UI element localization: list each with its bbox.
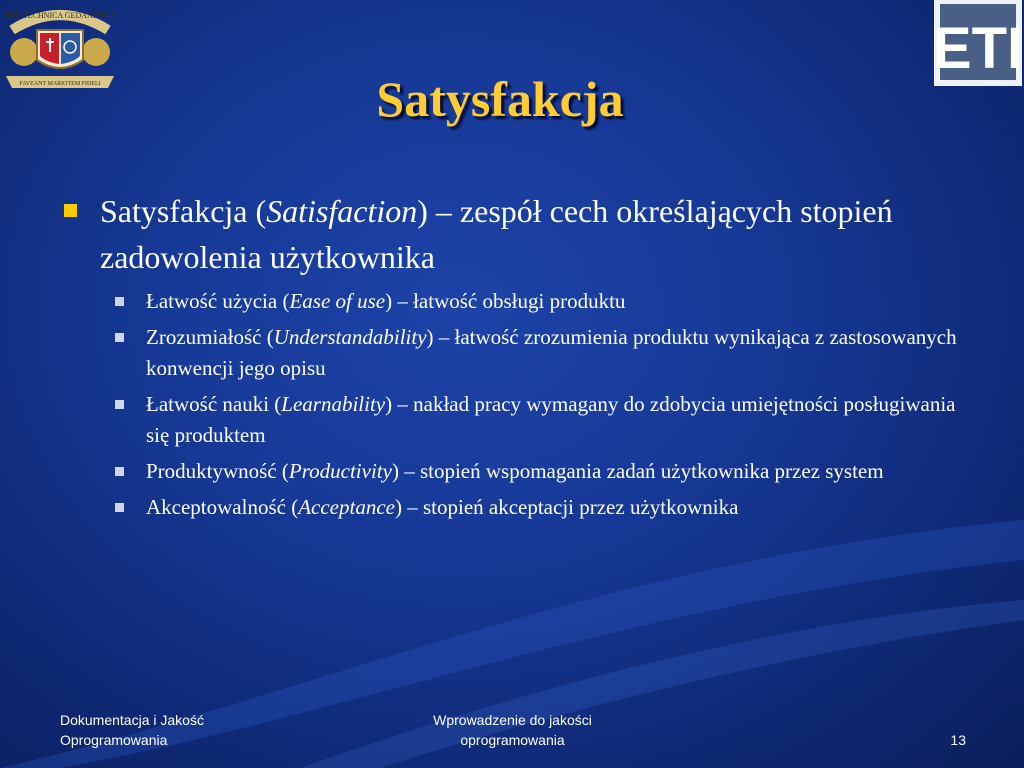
sub-item-suffix: ) – łatwość zrozumienia produktu wynikająca z zastosowanych konwencji jego opisu — [146, 325, 957, 380]
sub-item-prefix: Łatwość nauki ( — [146, 392, 282, 416]
sub-item-prefix: Zrozumiałość ( — [146, 325, 274, 349]
item-term: Satisfaction — [266, 193, 418, 229]
sub-bullet-square-icon — [115, 400, 124, 409]
sub-list-item-learnability — [60, 389, 960, 451]
slide-number: 13 — [950, 732, 966, 748]
list-item-satisfaction — [60, 188, 960, 280]
sub-bullet-square-icon — [115, 503, 124, 512]
sub-item-term: Understandability — [273, 325, 427, 349]
sub-item-prefix: Łatwość użycia ( — [146, 289, 290, 313]
sub-item-term: Learnability — [281, 392, 386, 416]
sub-bullet-square-icon — [115, 467, 124, 476]
sub-bullet-square-icon — [115, 297, 124, 306]
footer-left-line2: Oprogramowania — [60, 732, 168, 748]
sub-bullet-square-icon — [115, 333, 124, 342]
sub-item-suffix: ) – nakład pracy wymagany do zdobycia umiejętności posługiwania się produktem — [146, 392, 956, 447]
eti-logo-text: ETI — [934, 16, 1022, 81]
crest-motto-text: FAVEANT MARIOTEM FIDELI — [19, 81, 101, 87]
sub-list-item-acceptance — [60, 492, 960, 523]
sub-item-prefix: Produktywność ( — [146, 459, 289, 483]
footer-course-title — [60, 710, 300, 750]
sub-item-prefix: Akceptowalność ( — [146, 495, 299, 519]
sub-list-item-ease-of-use — [60, 286, 960, 317]
sub-item-term: Ease of use — [289, 289, 386, 313]
bullet-list — [60, 188, 960, 528]
sub-item-term: Acceptance — [298, 495, 395, 519]
footer-lecture-title — [390, 710, 635, 750]
crest-arc-text: POLITECHNICA GEDANENSIS — [5, 11, 115, 20]
bullet-square-icon — [64, 204, 77, 217]
item-suffix: ) – zespół cech określających stopień zadowolenia użytkownika — [100, 193, 893, 275]
sub-item-term: Productivity — [288, 459, 392, 483]
sub-list-item-understandability — [60, 322, 960, 384]
footer-center-line2: oprogramowania — [460, 732, 565, 748]
page-title: Satysfakcja — [376, 71, 624, 127]
footer-left-line1: Dokumentacja i Jakość — [60, 712, 204, 728]
sub-item-suffix: ) – stopień akceptacji przez użytkownika — [394, 495, 739, 519]
sub-item-suffix: ) – łatwość obsługi produktu — [385, 289, 626, 313]
footer-center-line1: Wprowadzenie do jakości — [433, 712, 592, 728]
sub-item-suffix: ) – stopień wspomagania zadań użytkownika przez system — [391, 459, 884, 483]
sub-list-item-productivity — [60, 456, 960, 487]
item-prefix: Satysfakcja ( — [100, 193, 267, 229]
